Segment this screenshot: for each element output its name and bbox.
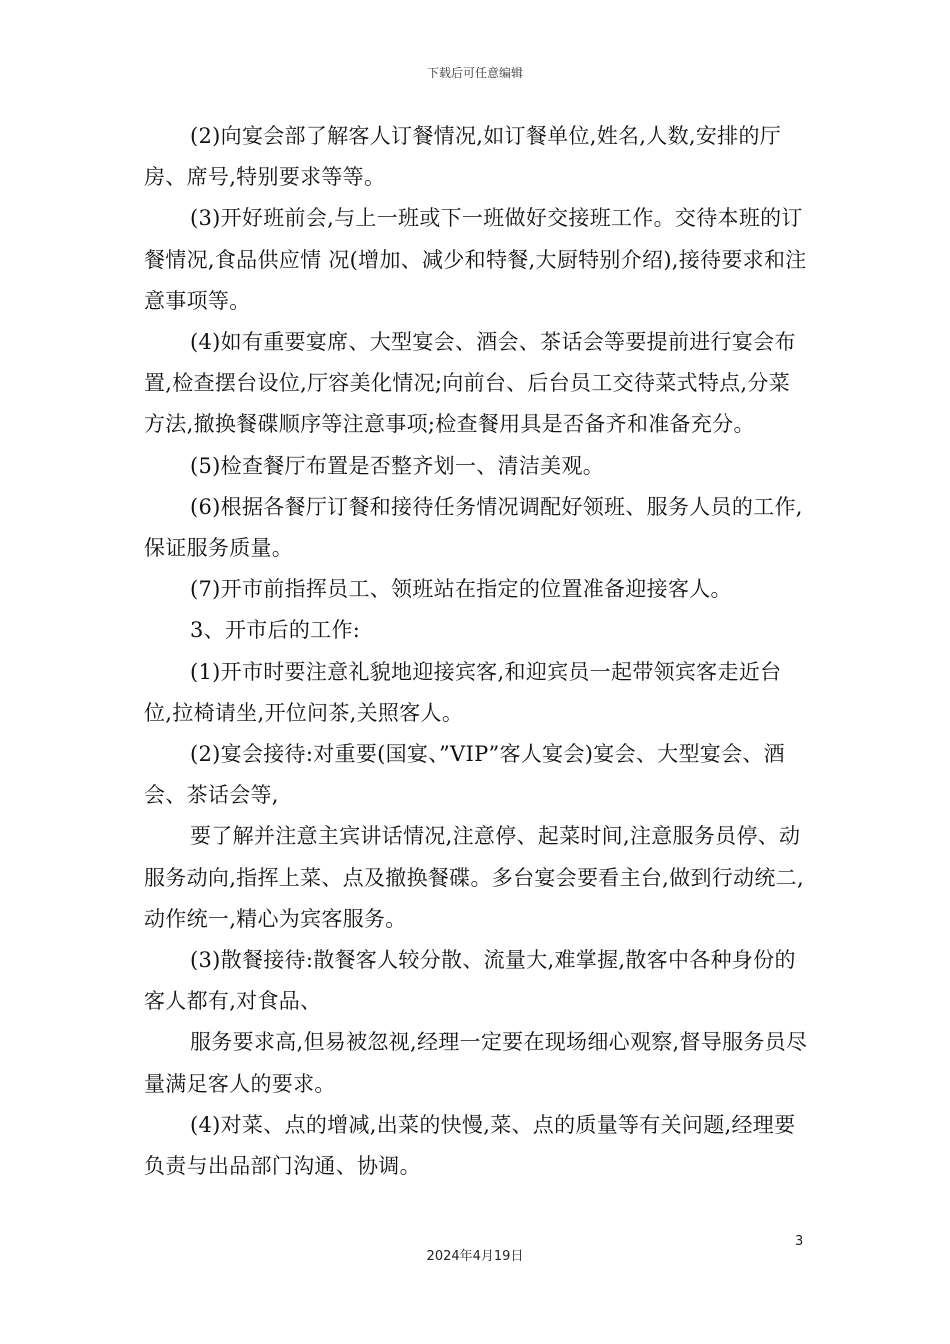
paragraph: (6)根据各餐厅订餐和接待任务情况调配好领班、服务人员的工作,保证服务质量。 <box>144 494 803 561</box>
paragraph: (3)开好班前会,与上一班或下一班做好交接班工作。交待本班的订餐情况,食品供应情 况(增加、减少和特餐,大厨特别介绍),接待要求和注意事项等。 <box>144 206 807 313</box>
page-number: 3 <box>795 1234 804 1249</box>
paragraph: 服务要求高,但易被忽视,经理一定要在现场细心观察,督导服务员尽量满足客人的要求。 <box>144 1030 808 1096</box>
paragraph: (4)如有重要宴席、大型宴会、酒会、茶话会等要提前进行宴会布置,检查摆台设位,厅容美化情况;向前台、后台员工交待菜式特点,分菜方法,撤换餐碟顺序等注意事项;检查餐用具是否备齐和准备充分。 <box>144 330 796 437</box>
paragraph: (7)开市前指挥员工、领班站在指定的位置准备迎接客人。 <box>190 577 732 602</box>
section-heading: 3、开市后的工作: <box>190 618 361 643</box>
paragraph: (5)检查餐厅布置是否整齐划一、清洁美观。 <box>190 453 605 478</box>
paragraph: (4)对菜、点的增减,出菜的快慢,菜、点的质量等有关问题,经理要负责与出品部门沟通、协调。 <box>144 1112 796 1179</box>
paragraph: (3)散餐接待:散餐客人较分散、流量大,难掌握,散客中各种身份的客人都有,对食品、 <box>144 948 796 1014</box>
paragraph: (2)向宴会部了解客人订餐情况,如订餐单位,姓名,人数,安排的厅房、席号,特别要求等等。 <box>144 124 782 190</box>
page-header: 下载后可任意编辑 <box>426 66 523 80</box>
paragraph: 要了解并注意主宾讲话情况,注意停、起菜时间,注意服务员停、动服务动向,指挥上菜、点及撤换餐碟。多台宴会要看主台,做到行动统二,动作统一,精心为宾客服务。 <box>144 824 804 931</box>
paragraph: (1)开市时要注意礼貌地迎接宾客,和迎宾员一起带领宾客走近台位,拉椅请坐,开位问茶,关照客人。 <box>144 659 782 725</box>
paragraph: (2)宴会接待:对重要(国宴、”VIP”客人宴会)宴会、大型宴会、酒会、茶话会等, <box>144 742 785 808</box>
page-footer-date: 2024年4月19日 <box>426 1249 524 1264</box>
document-body <box>144 116 808 1187</box>
